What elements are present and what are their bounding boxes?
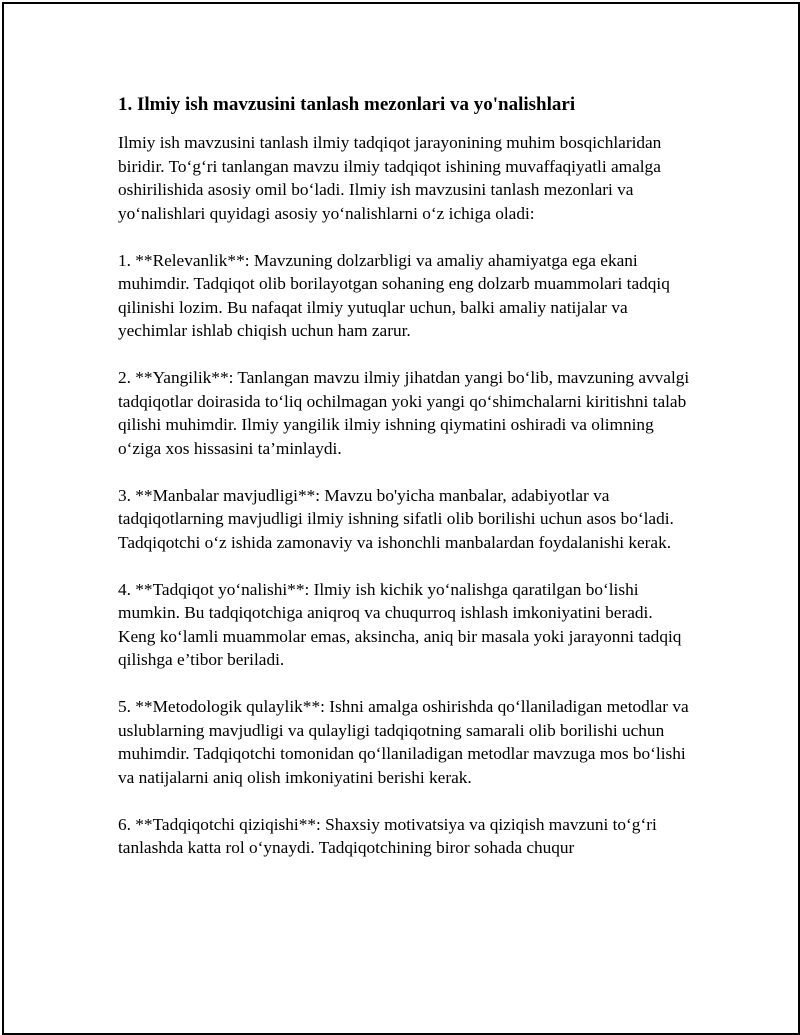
- paragraph-qiziqish: 6. **Tadqiqotchi qiziqishi**: Shaxsiy motivatsiya va qiziqish mavzuni to‘g‘ri tanlashda katta rol o‘ynaydi. Tadqiqotchining biror sohada chuqur: [118, 814, 657, 857]
- paragraph-intro: Ilmiy ish mavzusini tanlash ilmiy tadqiqot jarayonining muhim bosqichlaridan biridir. To‘g‘ri tanlangan mavzu ilmiy tadqiqot ishining muvaffaqiyatli amalga oshirilishida asosiy omil bo‘ladi. Ilmiy ish mavzusini tanlash mezonlari va yo‘nalishlari quyidagi asosiy yo‘nalishlarni o‘z ichiga oladi:: [118, 133, 662, 223]
- paragraph-relevanlik: 1. **Relevanlik**: Mavzuning dolzarbligi va amaliy ahamiyatga ega ekani muhimdir. Tadqiqot olib borilayotgan sohaning eng dolzarb muammolari tadqiq qilinishi lozim. Bu nafaqat ilmiy yutuqlar uchun, balki amaliy natijalar va yechimlar ishlab chiqish uchun ham zarur.: [118, 250, 670, 340]
- paragraph-gap: [118, 225, 698, 249]
- paragraph-gap: [118, 672, 698, 696]
- document-body: [118, 92, 698, 860]
- document-title: 1. Ilmiy ish mavzusini tanlash mezonlari va yo'nalishlari: [118, 94, 576, 115]
- paragraph-gap: [118, 460, 698, 484]
- paragraph-yangilik: 2. **Yangilik**: Tanlangan mavzu ilmiy jihatdan yangi bo‘lib, mavzuning avvalgi tadqiqotlar doirasida to‘liq ochilmagan yoki yangi qo‘shimchalarni kiritishni talab qilishi muhimdir. Ilmiy yangilik ilmiy ishning qiymatini oshiradi va olimning o‘ziga xos hissasini ta’minlaydi.: [118, 368, 690, 458]
- paragraph-gap: [118, 554, 698, 578]
- paragraph-manbalar: 3. **Manbalar mavjudligi**: Mavzu bo'yicha manbalar, adabiyotlar va tadqiqotlarning mavjudligi ilmiy ishning sifatli olib borilishi uchun asos bo‘ladi. Tadqiqotchi o‘z ishida zamonaviy va ishonchli manbalardan foydalanishi kerak.: [118, 485, 674, 552]
- paragraph-gap: [118, 343, 698, 367]
- paragraph-metodologik: 5. **Metodologik qulaylik**: Ishni amalga oshirishda qo‘llaniladigan metodlar va uslublarning mavjudligi va qulayligi tadqiqotning samarali olib borilishi uchun muhimdir. Tadqiqotchi tomonidan qo‘llaniladigan metodlar mavzuga mos bo‘lishi va natijalarni aniq olish imkoniyatini berishi kerak.: [118, 697, 689, 787]
- paragraph-gap: [118, 789, 698, 813]
- paragraph-tadqiqot-yonalishi: 4. **Tadqiqot yo‘nalishi**: Ilmiy ish kichik yo‘nalishga qaratilgan bo‘lishi mumkin. Bu tadqiqotchiga aniqroq va chuqurroq ishlash imkoniyatini beradi. Keng ko‘lamli muammolar emas, aksincha, aniq bir masala yoki jarayonni tadqiq qilishga e’tibor beriladi.: [118, 579, 682, 669]
